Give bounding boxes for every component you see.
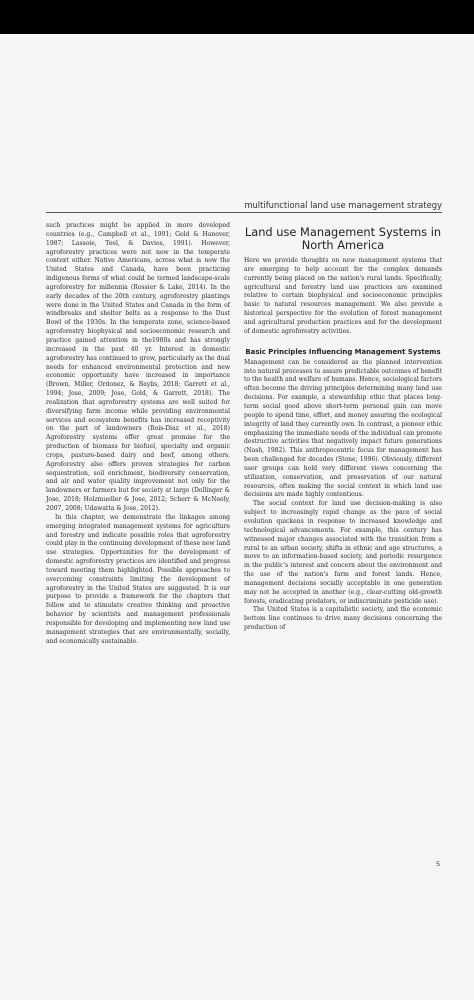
- header-rule: [46, 212, 442, 213]
- subsection-title: Basic Principles Influencing Management Systems: [245, 347, 441, 356]
- book-page: [0, 34, 474, 1000]
- section-title: Land use Management Systems in North America: [244, 225, 442, 252]
- page-number: 5: [436, 860, 441, 868]
- right-intro-paragraph: Here we provide thoughts on new management systems that are emerging to help account for the complex demands currently being placed on the nation's rural lands. Specifically, agricultural and forestry land use practices are examined relative to certain biophysical and socioeconomic principles basic to natural resources management. We also provide a historical perspective for the evolution of forest management and agricultural production practices and for the development of domestic agroforestry activities.: [244, 257, 442, 335]
- right-paragraph-1: Management can be considered as the planned intervention into natural processes to assure predictable outcomes of benefit to the health and welfare of humans. Hence, sociological factors often become the driving principles determining many land use decisions. For example, a stewardship ethic that places long-term social good above short-term personal gain can move people to spend time, effort, and money assuring the ecological integrity of land they currently own. In contrast, a pioneer ethic emphasizing the immediate needs of the individual can promote destructive activities that negatively impact future generations (Nash, 1982). This anthropocentric focus for management has been challenged for decades (Stone, 1996). Obviously, different user groups can hold very different views concerning the utilization, conservation, and preservation of our natural resources, often making the social context in which land use decisions are made highly contentious.: [244, 358, 442, 499]
- top-black-bar: [0, 0, 474, 34]
- left-paragraph-1: such practices might be applied in more developed countries (e.g., Campbell et al., 1991; Gold & Hanover, 1987; Lassoie, Teel, & Davies, 1991). However, agroforestry practices were not new in the temperate context either. Native Americans, across what is now the United States and Canada, have been practicing indigenous forms of what could be termed landscape-scale agroforestry for millennia (Rossier & Lake, 2014). In the early decades of the 20th century, agroforestry plantings were done in the United States and Canada in the form of windbreaks and shelter belts as a response to the Dust Bowl of the 1930s. In the temperate zone, science-based agroforestry biophysical and socioeconomic research and practice gained attention in the1980s and has strongly increased in the past 40 yr. Interest in domestic agroforestry has continued to grow, particularly as the dual needs for enhanced environmental protection and new economic opportunity have increased in importance (Brown, Miller, Ordonez, & Baylis, 2018; Garrett et al., 1994; Jose, 2009; Jose, Gold, & Garrett, 2018). The realization that agroforestry systems are well suited for diversifying farm income while providing environmental services and ecosystem benefits has increased receptivity on the part of landowners (Rois-Diaz et al., 2018) Agroforestry systems offer great promise for the production of biomass for biofuel, specialty and organic crops, pasture-based dairy and beef, among others. Agroforestry also offers proven strategies for carbon sequestration, soil enrichment, biodiversity conservation, and air and water quality improvement not only for the landowners or farmers but for society at large (Dollinger & Jose, 2018; Holzmueller & Jose, 2012; Scherr & McNeely, 2007, 2008; Udawatta & Jose, 2012).: [46, 222, 230, 512]
- running-head: multifunctional land use management strategy: [244, 200, 442, 210]
- right-column: [244, 226, 442, 633]
- left-column: [46, 222, 230, 647]
- left-paragraph-2: In this chapter, we demonstrate the linkages among emerging integrated management systems for agriculture and forestry and indicate possible roles that agroforestry could play in the continuing development of these new land use strategies. Opportunities for the development of domestic agroforestry practices are identified and progress toward meeting them highlighted. Possible approaches to overcoming constraints limiting the development of agroforestry in the United States are suggested. It is our purpose to provide a framework for the chapters that follow and to stimulate creative thinking and proactive behavior by scientists and management professionals responsible for developing and implementing new land use management strategies that are environmentally, socially, and economically sustainable.: [46, 513, 230, 645]
- right-paragraph-2: The social context for land use decision-making is also subject to increasingly rapid change as the pace of social evolution quickens in response to increased knowledge and technological advancements. For example, this century has witnessed major changes associated with the transition from a rural to an urban society, shifts in ethnic and age structures, a move to an information-based society, and periodic resurgence in the public's interest and concern about the environment and the use of the nation's farm and forest lands. Hence, management decisions socially acceptable in one generation may not be accepted in another (e.g., clear-cutting old-growth forests, eradicating predators, or indiscriminate pesticide use).: [244, 500, 442, 605]
- right-paragraph-3: The United States is a capitalistic society, and the economic bottom line continues to drive many decisions concerning the production of: [244, 606, 442, 632]
